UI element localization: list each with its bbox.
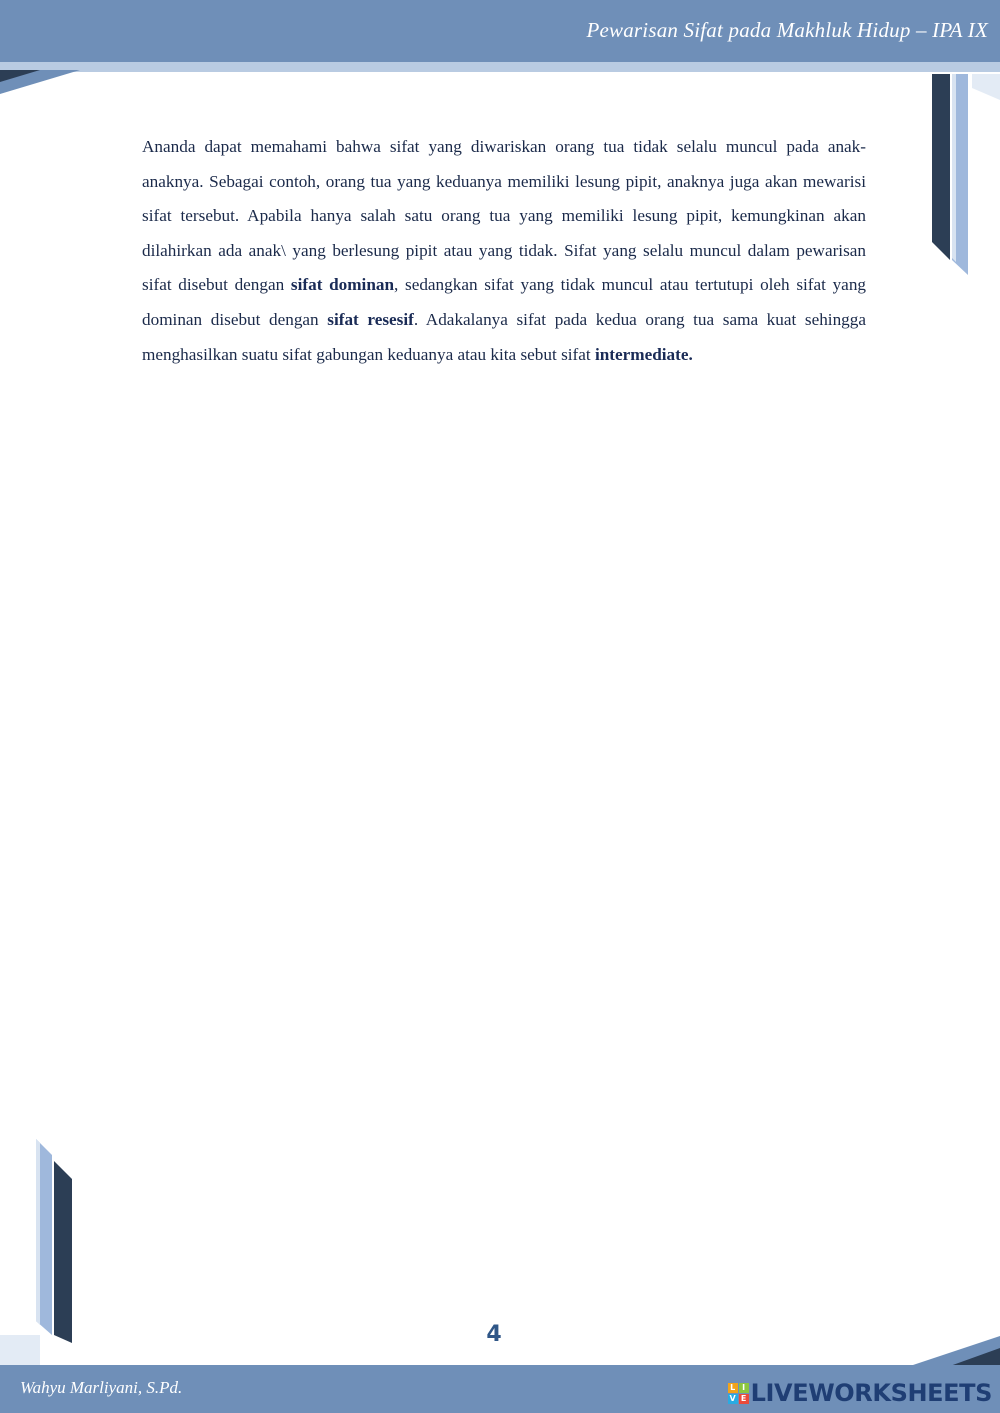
bold-term: sifat dominan [290,275,395,295]
bold-term: intermediate. [594,344,693,364]
document-header-title: Pewarisan Sifat pada Makhluk Hidup – IPA IX [586,18,988,42]
page-number: 4 [486,1322,502,1347]
liveworksheets-brand[interactable] [728,1376,992,1410]
logo-tile: I [739,1383,749,1393]
bold-term: sifat resesif [327,309,414,329]
paragraph-text: Ananda dapat memahami bahwa sifat yang diwariskan orang tua tidak selalu muncul pada anak-anaknya. Sebagai contoh, orang tua yang keduanya memiliki lesung pipit, anaknya juga akan mewarisi sifat tersebut. Apabila hanya salah satu orang tua yang memiliki lesung pipit, kemungkinan akan dilahirkan ada anak\ yang berlesung pipit atau yang tidak. Sifat yang selalu muncul dalam pewarisan sifat disebut dengan [142,137,866,295]
logo-tile: V [729,1394,736,1403]
footer-author: Wahyu Marliyani, S.Pd. [20,1378,183,1397]
paragraph-text: , sedangkan sifat yang tidak muncul atau tertutupi oleh sifat yang dominan disebut dengan [142,275,867,329]
body-paragraph [142,130,866,372]
top-right-vertical-decoration [928,70,1000,280]
header-stripe [0,62,1000,72]
top-left-corner-decoration [0,70,90,100]
liveworksheets-logo-icon [728,1383,749,1404]
liveworksheets-wordmark: LIVEWORKSHEETS [750,1379,992,1407]
logo-tile: E [739,1394,749,1404]
paragraph-text: . Adakalanya sifat pada kedua orang tua sama kuat sehingga menghasilkan suatu sifat gabungan keduanya atau kita sebut sifat [142,309,866,364]
logo-tile: L [728,1383,738,1393]
